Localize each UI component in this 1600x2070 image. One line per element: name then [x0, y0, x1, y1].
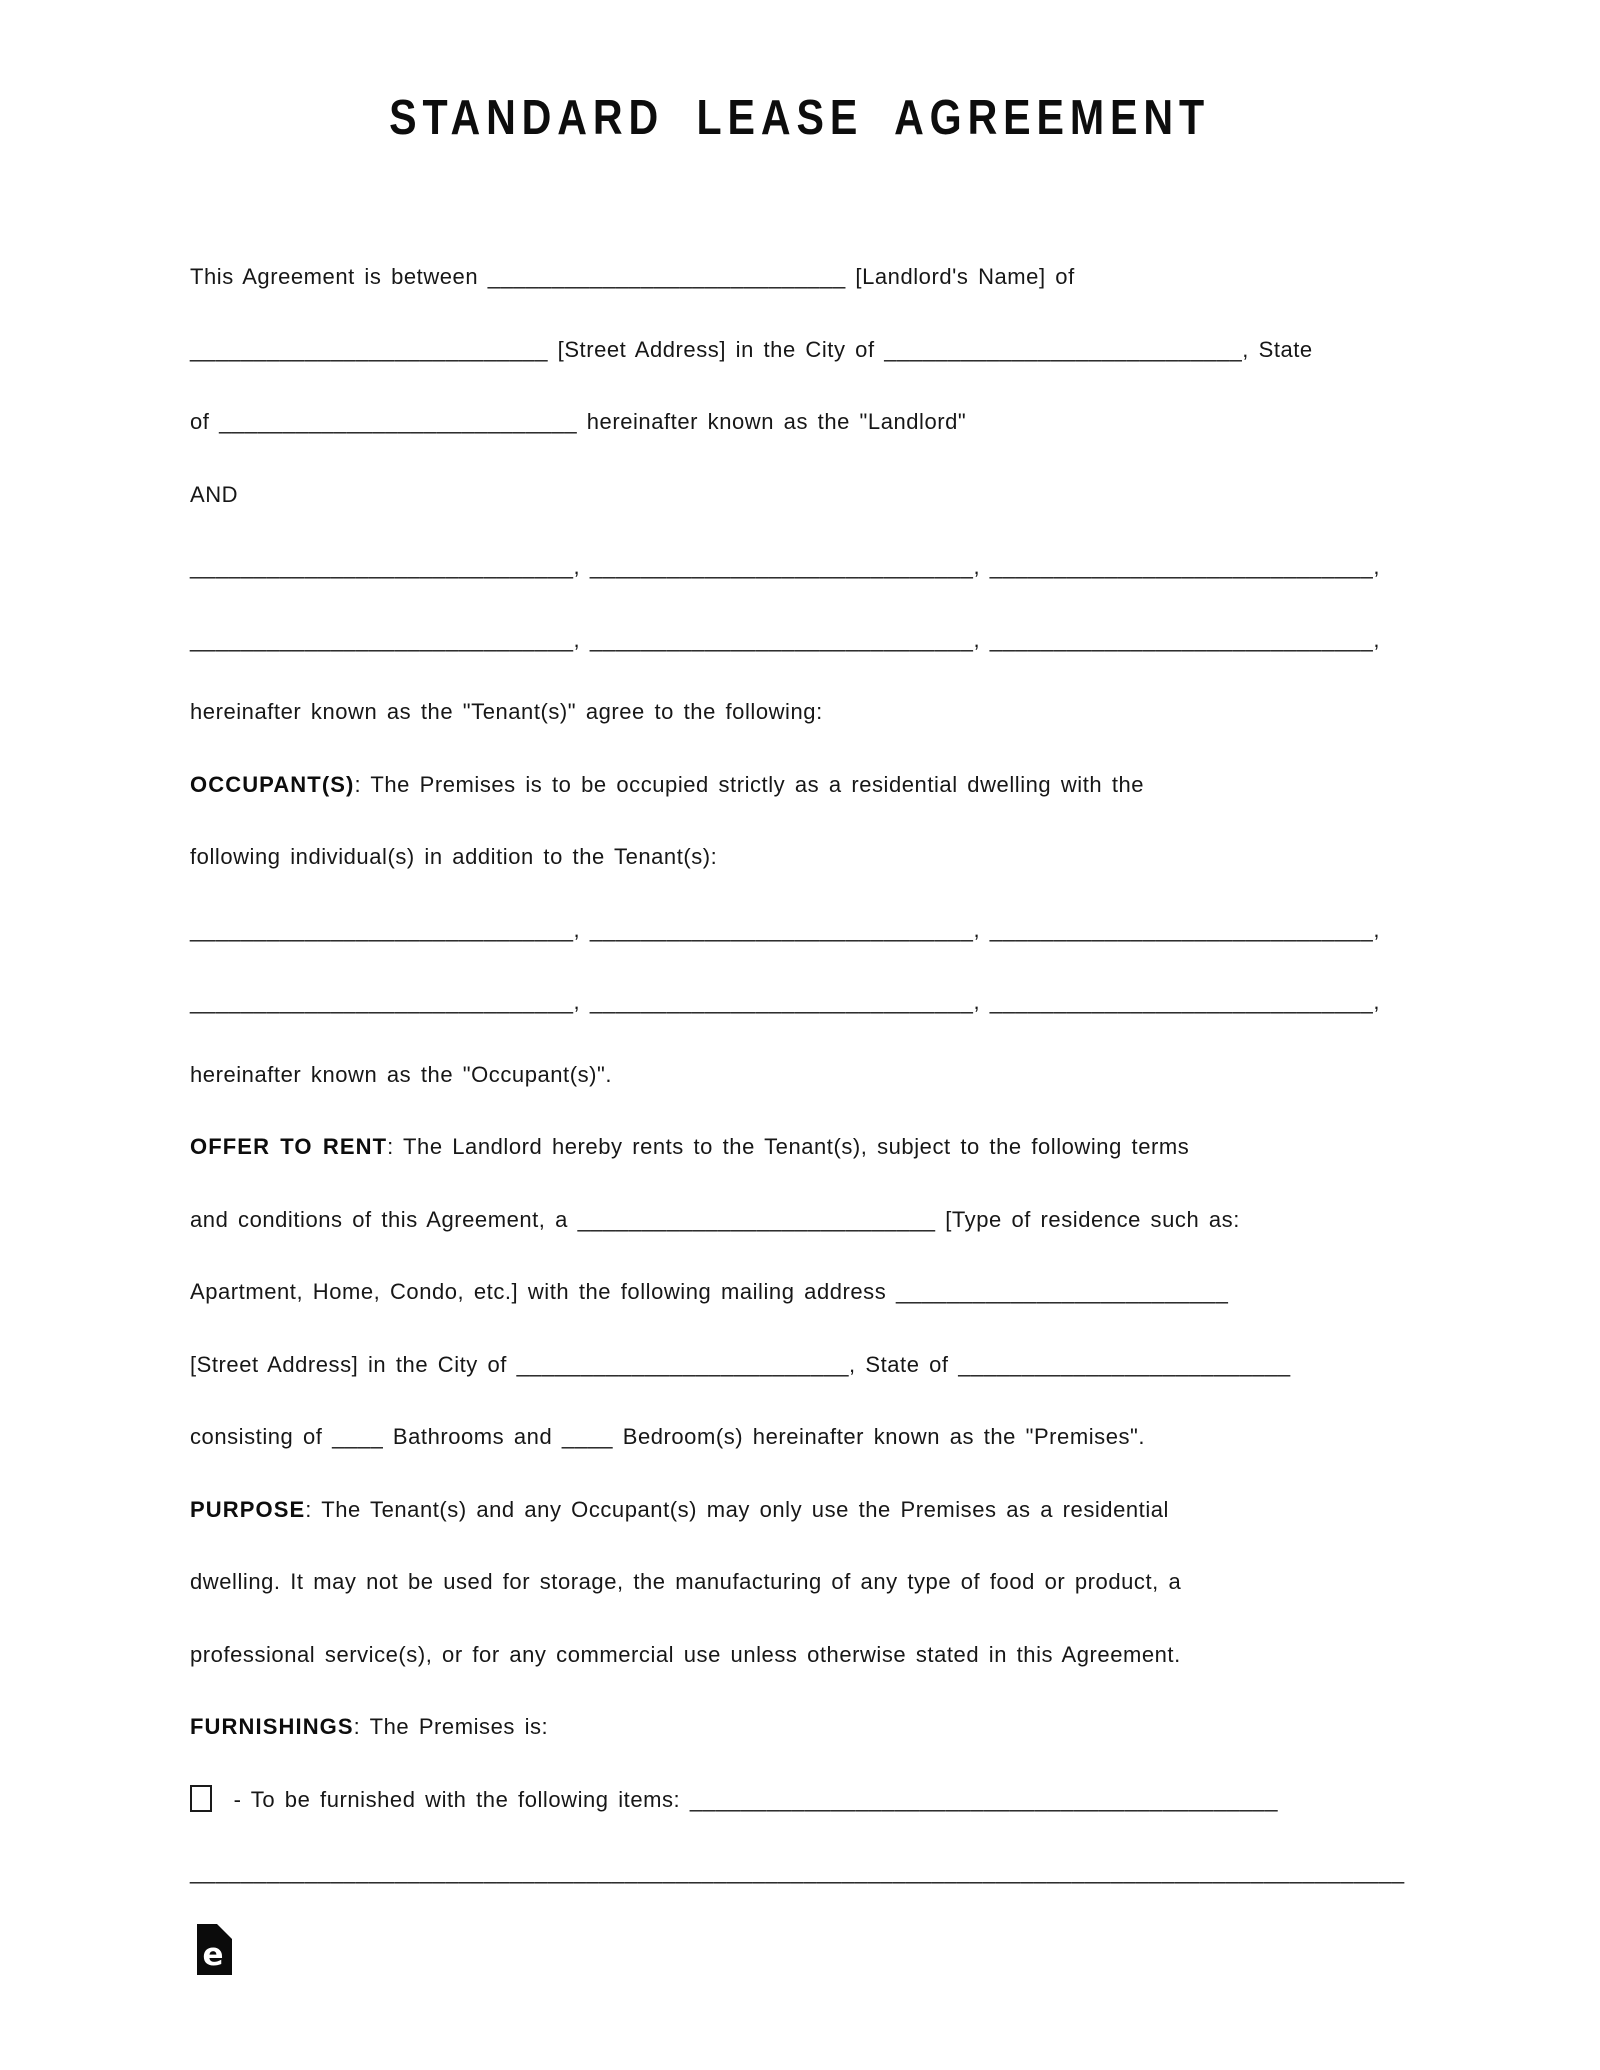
line-text: _______________________________________________________________________________________________	[190, 1859, 1405, 1884]
section-heading-occupants: OCCUPANT(S)	[190, 771, 355, 797]
page-title-text: STANDARD LEASE AGREEMENT	[389, 91, 1211, 145]
doc-line-0	[190, 241, 1430, 314]
doc-line-3	[190, 459, 1430, 532]
doc-line-2	[190, 386, 1430, 459]
page-title	[0, 90, 1600, 146]
doc-line-1	[190, 314, 1430, 387]
doc-line-4	[190, 531, 1430, 604]
line-text: ____________________________ [Street Address] in the City of ____________________________, State	[190, 336, 1313, 362]
doc-line-6	[190, 676, 1430, 749]
line-text: : The Premises is:	[353, 1714, 549, 1739]
doc-line-5	[190, 604, 1430, 677]
doc-line-17	[190, 1474, 1430, 1547]
line-text: and conditions of this Agreement, a ____________________________ [Type of residence such as:	[190, 1206, 1240, 1232]
line-text: [Street Address] in the City of __________________________, State of __________________________	[190, 1351, 1291, 1377]
doc-line-12	[190, 1111, 1430, 1184]
doc-line-13	[190, 1184, 1430, 1257]
doc-line-11	[190, 1039, 1430, 1112]
line-text: of ____________________________ hereinafter known as the "Landlord"	[190, 409, 967, 434]
doc-line-7	[190, 749, 1430, 822]
furnished-checkbox[interactable]	[190, 1785, 212, 1812]
line-text: : The Tenant(s) and any Occupant(s) may only use the Premises as a residential	[305, 1496, 1169, 1522]
document-icon	[197, 1924, 232, 1975]
doc-line-10	[190, 966, 1430, 1039]
line-text: consisting of ____ Bathrooms and ____ Bedroom(s) hereinafter known as the "Premises".	[190, 1424, 1146, 1449]
doc-line-8	[190, 821, 1430, 894]
line-text: ______________________________, ______________________________, ______________________________,	[190, 989, 1380, 1014]
line-text: ______________________________, ______________________________, ______________________________,	[190, 916, 1380, 942]
line-text: ______________________________, ______________________________, ______________________________,	[190, 626, 1380, 652]
document-body	[190, 241, 1430, 1909]
line-text: Apartment, Home, Condo, etc.] with the following mailing address __________________________	[190, 1279, 1229, 1304]
line-text: dwelling. It may not be used for storage, the manufacturing of any type of food or product, a	[190, 1569, 1182, 1594]
line-text: hereinafter known as the "Tenant(s)" agree to the following:	[190, 699, 823, 724]
line-text: following individual(s) in addition to the Tenant(s):	[190, 844, 718, 869]
doc-line-19	[190, 1619, 1430, 1692]
doc-line-22	[190, 1836, 1430, 1909]
line-text: AND	[190, 481, 239, 507]
doc-line-20	[190, 1691, 1430, 1764]
line-text: hereinafter known as the "Occupant(s)".	[190, 1061, 613, 1087]
doc-line-14	[190, 1256, 1430, 1329]
line-text: This Agreement is between ____________________________ [Landlord's Name] of	[190, 264, 1075, 289]
line-text: : The Landlord hereby rents to the Tenant(s), subject to the following terms	[387, 1134, 1190, 1159]
doc-line-18	[190, 1546, 1430, 1619]
doc-line-16	[190, 1401, 1430, 1474]
eforms-logo	[197, 1924, 232, 1975]
logo-letter: e	[202, 1937, 224, 1973]
line-text: ______________________________, ______________________________, ______________________________,	[190, 554, 1380, 579]
line-text: : The Premises is to be occupied strictly as a residential dwelling with the	[354, 771, 1145, 797]
doc-line-9	[190, 894, 1430, 967]
section-heading-offer-to-rent: OFFER TO RENT	[190, 1134, 388, 1159]
section-heading-furnishings: FURNISHINGS	[190, 1714, 354, 1739]
line-text: - To be furnished with the following items: ______________________________________________	[224, 1786, 1279, 1812]
doc-line-21	[190, 1764, 1430, 1837]
doc-line-15	[190, 1329, 1430, 1402]
line-text: professional service(s), or for any commercial use unless otherwise stated in this Agreement.	[190, 1641, 1181, 1667]
section-heading-purpose: PURPOSE	[190, 1496, 306, 1522]
